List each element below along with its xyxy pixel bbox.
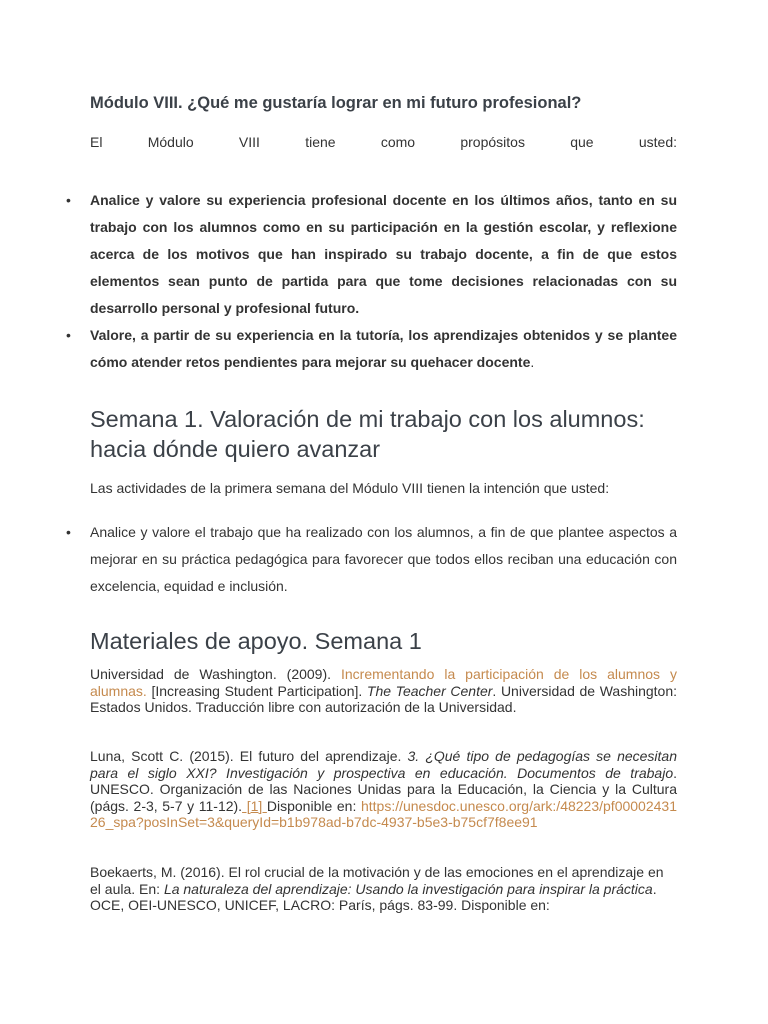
module-heading: Módulo VIII. ¿Qué me gustaría lograr en mi futuro profesional?: [90, 94, 582, 112]
ref2-title: 3. ¿Qué tipo de pedagogías se necesitan para el siglo XXI? Investigación y prospectiva en educación. Documentos de trabajo: [90, 748, 677, 781]
list-item: [90, 187, 677, 322]
ref2-footnote-link[interactable]: [1]: [242, 797, 267, 814]
ref2-available: Disponible en:: [266, 797, 361, 814]
module-intro: El Módulo VIII tiene como propósitos que usted:: [90, 134, 677, 150]
list-item: [90, 322, 677, 376]
reference-1: [90, 666, 677, 716]
reference-2: [90, 748, 677, 831]
purpose-text-1: Analice y valore su experiencia profesional docente en los últimos años, tanto en su trabajo con los alumnos como en su participación en la gestión escolar, y reflexione acerca de los motivos que han inspirado su trabajo docente, a fin de que estos elementos sean punto de partida para que tome decisiones relacionadas con su desarrollo personal y profesional futuro.: [90, 192, 677, 316]
materials-heading: Materiales de apoyo. Semana 1: [90, 628, 422, 654]
ref1-authors: Universidad de Washington. (2009).: [90, 666, 341, 682]
ref3-title: La naturaleza del aprendizaje: Usando la investigación para inspirar la práctica: [163, 880, 653, 897]
ref2-url-link[interactable]: https://unesdoc.unesco.org/ark:/48223/pf0000243126_spa?posInSet=3&queryId=b1b978ad-b7dc-4937-b5e3-b75cf7f8ee91: [90, 797, 677, 830]
week1-purpose-list: [90, 519, 677, 600]
module-purpose-list: [90, 187, 677, 376]
week1-intro: Las actividades de la primera semana del Módulo VIII tienen la intención que usted:: [90, 480, 610, 496]
ref1-publisher: . Universidad de Washington: Estados Unidos. Traducción libre con autorización de la Universidad.: [90, 682, 678, 715]
purpose-text-2: Valore, a partir de su experiencia en la tutoría, los aprendizajes obtenidos y se plantee cómo atender retos pendientes para mejorar su quehacer docente: [90, 327, 677, 370]
ref1-source: The Teacher Center: [366, 682, 493, 699]
ref3-publisher: . OCE, OEI-UNESCO, UNICEF, LACRO: París, págs. 83-99. Disponible en:: [90, 880, 657, 913]
ref1-title-link[interactable]: Incrementando la participación de los alumnos y alumnas.: [90, 666, 677, 699]
week1-heading: Semana 1. Valoración de mi trabajo con los alumnos: hacia dónde quiero avanzar: [90, 406, 645, 462]
list-item: • Analice y valore el trabajo que ha realizado con los alumnos, a fin de que plantee aspectos a mejorar en su práctica pedagógica para favorecer que todos ellos reciban una educación con excelencia, equidad e inclusión.: [90, 519, 677, 600]
purpose-text-2-end: .: [530, 354, 535, 370]
ref2-publisher: . UNESCO. Organización de las Naciones Unidas para la Educación, la Ciencia y la Cultura (págs. 2-3, 5-7 y 11-12).: [90, 764, 677, 814]
ref1-subtitle: [Increasing Student Participation].: [146, 682, 367, 699]
reference-3: [90, 864, 677, 914]
ref2-authors: Luna, Scott C. (2015). El futuro del aprendizaje.: [90, 748, 408, 764]
ref3-authors: Boekaerts, M. (2016). El rol crucial de la motivación y de las emociones en el aprendizaje en el aula. En:: [90, 864, 664, 897]
